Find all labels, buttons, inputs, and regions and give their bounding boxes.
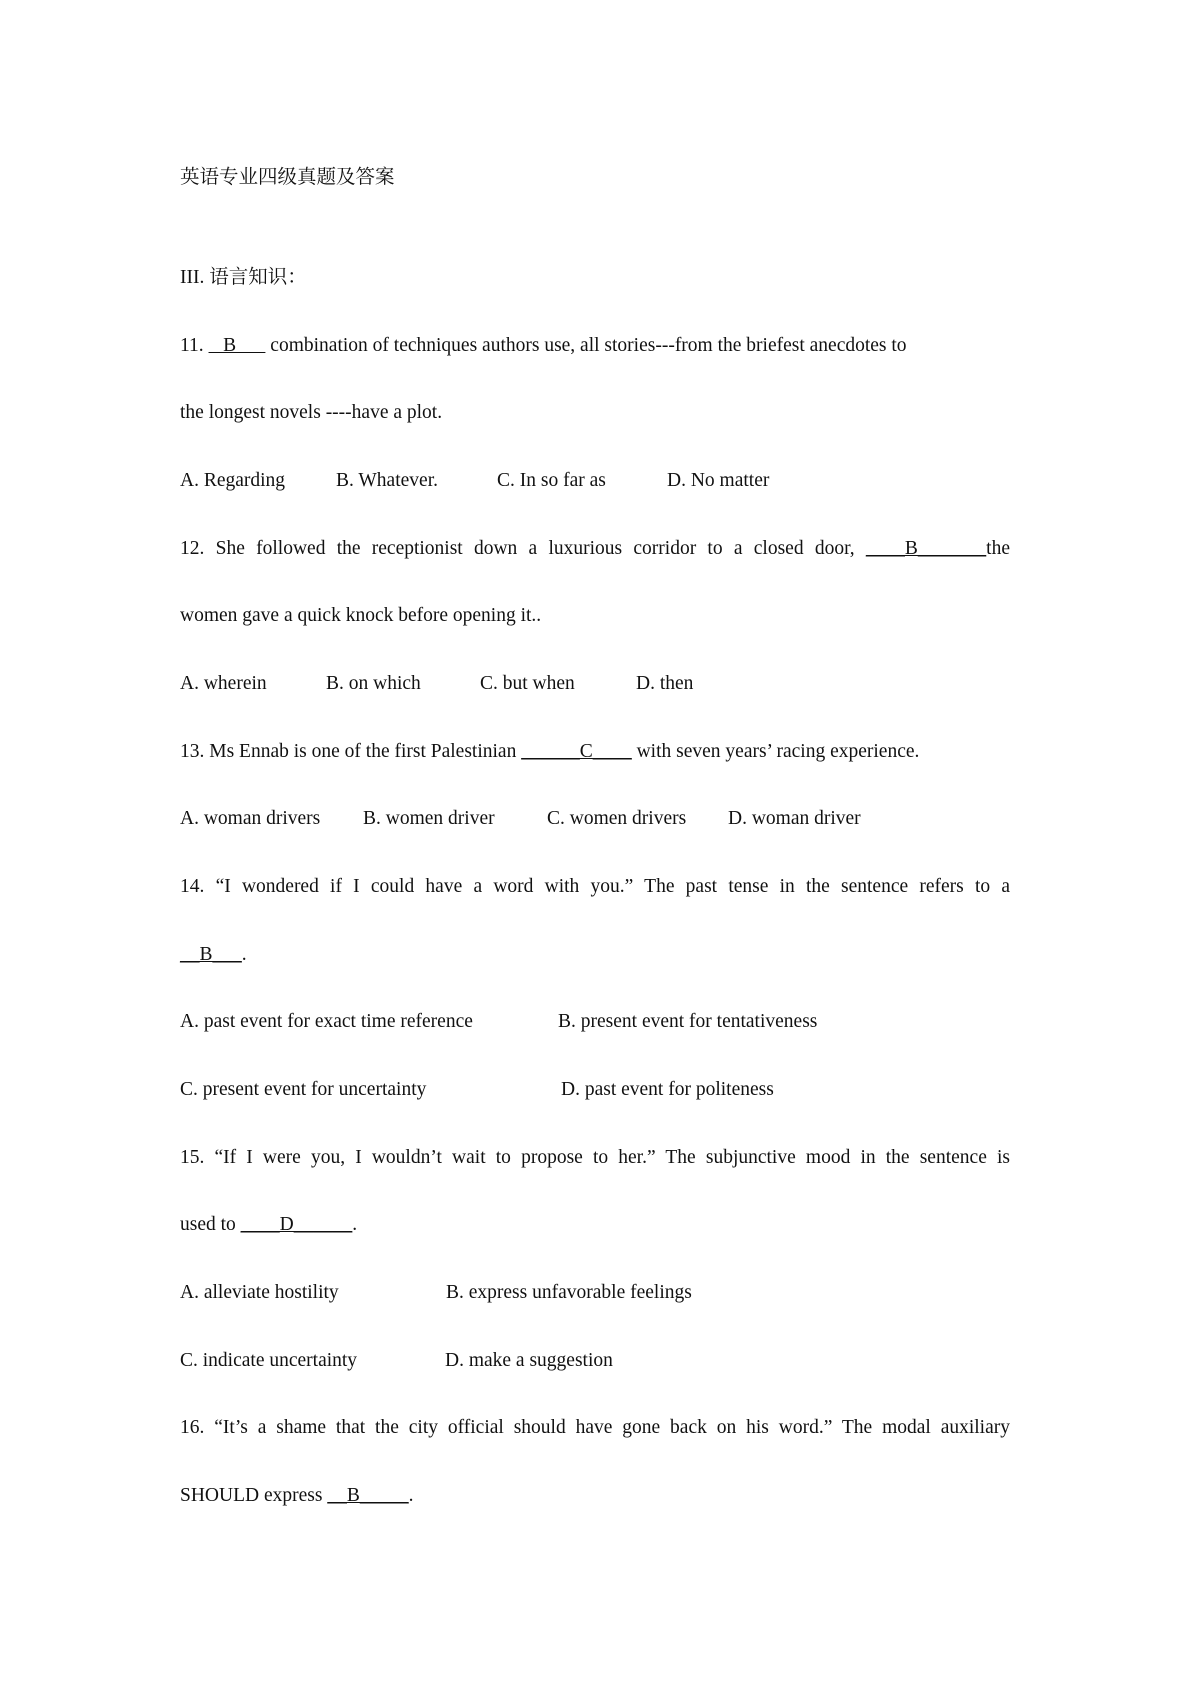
- option-d: D. then: [636, 673, 694, 694]
- option-c: C. but when: [480, 673, 575, 694]
- question-11: 11. B combination of techniques authors use, all stories---from the briefest anecdotes to: [180, 335, 907, 356]
- question-12: 12. She followed the receptionist down a luxurious corridor to a closed door, ____B_______the: [180, 538, 1010, 559]
- option-a: A. alleviate hostility: [180, 1282, 339, 1303]
- answer-blank: __B_____: [327, 1485, 409, 1506]
- question-12-line2: women gave a quick knock before opening it..: [180, 605, 542, 626]
- question-15-line2: used to ____D______.: [180, 1214, 358, 1235]
- answer-blank: ____B_______: [865, 538, 987, 559]
- answer-blank: B: [208, 335, 266, 356]
- option-b: B. express unfavorable feelings: [446, 1282, 692, 1303]
- option-c: C. women drivers: [547, 808, 687, 829]
- question-14: 14. “I wondered if I could have a word with you.” The past tense in the sentence refers to a: [180, 876, 1010, 897]
- option-b: B. women driver: [363, 808, 495, 829]
- question-16-line2: SHOULD express __B_____.: [180, 1485, 414, 1506]
- answer-blank: ____D______: [240, 1214, 353, 1235]
- option-d: D. make a suggestion: [445, 1350, 613, 1371]
- option-d: D. past event for politeness: [561, 1079, 774, 1100]
- option-c: C. present event for uncertainty: [180, 1079, 427, 1100]
- answer-blank: ______C____: [521, 741, 632, 762]
- question-14-line2: __B___.: [180, 944, 247, 965]
- option-d: D. No matter: [667, 470, 770, 491]
- option-b: B. present event for tentativeness: [558, 1011, 818, 1032]
- question-11-line2: the longest novels ----have a plot.: [180, 402, 443, 423]
- option-a: A. wherein: [180, 673, 267, 694]
- question-15: 15. “If I were you, I wouldn’t wait to propose to her.” The subjunctive mood in the sentence is: [180, 1147, 1010, 1168]
- question-13: 13. Ms Ennab is one of the first Palestinian ______C____ with seven years’ racing experience.: [180, 741, 920, 762]
- document-title: 英语专业四级真题及答案: [180, 167, 395, 188]
- question-16: 16. “It’s a shame that the city official should have gone back on his word.” The modal auxiliary: [180, 1417, 1010, 1438]
- answer-blank: __B___: [180, 944, 242, 965]
- option-a: A. past event for exact time reference: [180, 1011, 473, 1032]
- option-b: B. Whatever.: [336, 470, 438, 491]
- option-c: C. indicate uncertainty: [180, 1350, 358, 1371]
- option-b: B. on which: [326, 673, 421, 694]
- option-c: C. In so far as: [497, 470, 606, 491]
- option-a: A. Regarding: [180, 470, 286, 491]
- section-heading: III. 语言知识：: [180, 267, 307, 288]
- option-d: D. woman driver: [728, 808, 861, 829]
- option-a: A. woman drivers: [180, 808, 321, 829]
